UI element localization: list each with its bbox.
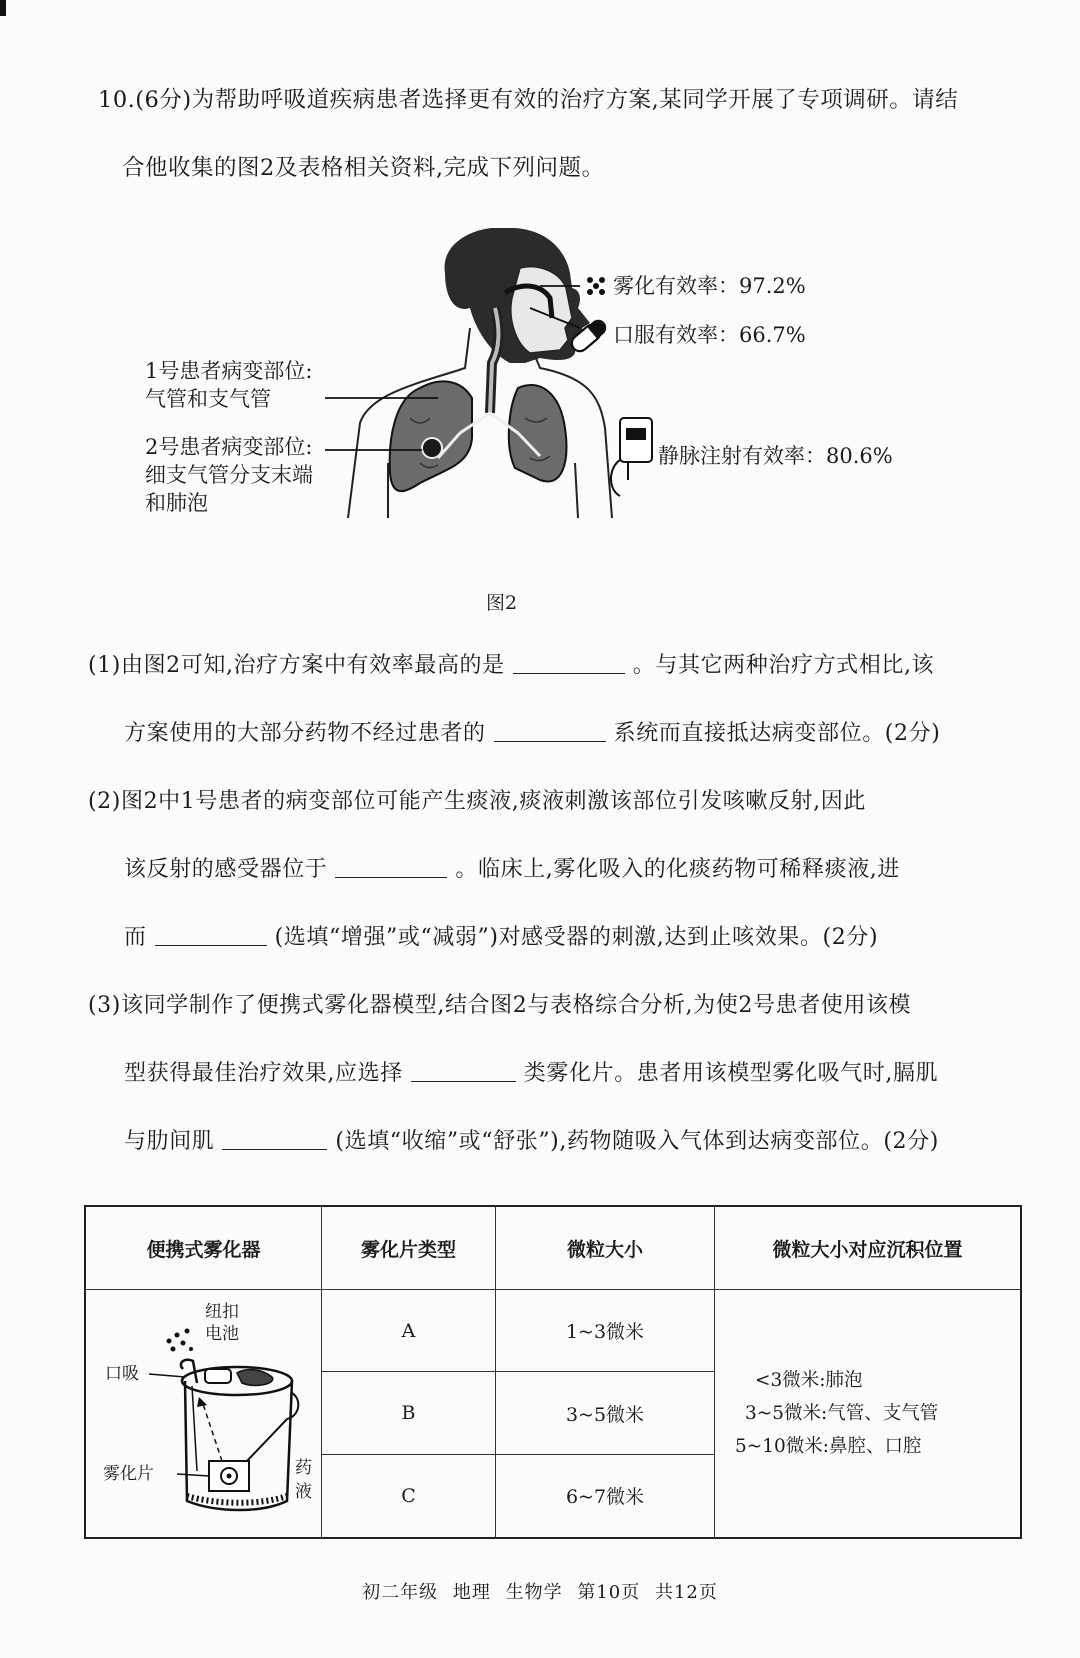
mist-icon (587, 277, 605, 295)
question-stem-line2: 合他收集的图2及表格相关资料,完成下列问题。 (122, 155, 605, 181)
q3-line3 (124, 1124, 939, 1155)
deposition-line: 5~10微米:鼻腔、口腔 (735, 1436, 922, 1457)
patient2-label-line1: 2号患者病变部位: (145, 435, 313, 459)
footer-page: 第10页 (577, 1582, 641, 1603)
q2-line1: (2)图2中1号患者的病变部位可能产生痰液,痰液刺激该部位引发咳嗽反射,因此 (88, 789, 866, 814)
q2-text-b: 。临床上,雾化吸入的化痰药物可稀释痰液,进 (455, 857, 900, 882)
deposition-line: <3微米:肺泡 (755, 1370, 863, 1391)
iv-bag-icon (611, 418, 652, 496)
mist-icon (167, 1329, 194, 1352)
battery-label-line1: 纽扣 (205, 1302, 239, 1322)
mouth-label: 口吸 (105, 1364, 139, 1384)
table-cell-size: 1~3微米 (496, 1290, 715, 1372)
scan-corner-mark (0, 0, 6, 16)
iv-efficacy-label: 静脉注射有效率：80.6% (658, 444, 893, 468)
table-cell-type: C (322, 1454, 496, 1538)
q2-text-d: (选填“增强”或“减弱”)对感受器的刺激,达到止咳效果。(2分) (274, 925, 879, 950)
table-cell-size: 3~5微米 (496, 1372, 715, 1454)
q3-text-b: 类雾化片。患者用该模型雾化吸气时,膈肌 (523, 1061, 939, 1086)
q2-text-a: 该反射的感受器位于 (124, 857, 328, 882)
table-cell-type: A (322, 1290, 496, 1372)
table-header: 微粒大小对应沉积位置 (715, 1206, 1022, 1290)
table-cell-size: 6~7微米 (496, 1454, 715, 1538)
deposition-line: 3~5微米:气管、支气管 (745, 1403, 939, 1424)
question-stem-line1: 10.(6分)为帮助呼吸道疾病患者选择更有效的治疗方案,某同学开展了专项调研。请结 (98, 87, 959, 113)
q1-line1 (88, 648, 934, 679)
q1-line2 (124, 716, 940, 747)
q3-text-c: 与肋间肌 (124, 1129, 215, 1154)
page-footer (0, 1578, 1080, 1604)
answer-blank-4[interactable] (155, 927, 267, 946)
q2-text-c: 而 (124, 925, 147, 950)
liquid-label-line2: 液 (295, 1482, 312, 1502)
q1-text-a: (1)由图2可知,治疗方案中有效率最高的是 (88, 653, 505, 678)
portable-nebulizer-diagram (87, 1291, 320, 1536)
table-header-row (85, 1206, 1021, 1290)
table-header: 雾化片类型 (322, 1206, 496, 1290)
q1-text-d: 系统而直接抵达病变部位。(2分) (613, 721, 941, 746)
nebulization-efficacy-label: 雾化有效率：97.2% (613, 274, 806, 298)
answer-blank-3[interactable] (335, 859, 447, 878)
q2-line2 (124, 852, 900, 883)
device-cell (85, 1290, 322, 1539)
oral-efficacy-label: 口服有效率：66.7% (613, 323, 806, 347)
footer-subject2: 生物学 (505, 1582, 563, 1603)
footer-total: 共12页 (654, 1582, 718, 1603)
patient2-label-line2: 细支气管分支末端 (145, 463, 313, 487)
figure-caption: 图2 (486, 592, 518, 614)
table-cell-type: B (322, 1372, 496, 1454)
q3-text-d: (选填“收缩”或“舒张”),药物随吸入气体到达病变部位。(2分) (335, 1129, 939, 1154)
answer-blank-2[interactable] (494, 723, 606, 742)
patient1-label-line1: 1号患者病变部位: (145, 359, 313, 383)
q3-line1: (3)该同学制作了便携式雾化器模型,结合图2与表格综合分析,为使2号患者使用该模 (88, 993, 912, 1018)
q1-text-c: 方案使用的大部分药物不经过患者的 (124, 721, 486, 746)
answer-blank-6[interactable] (222, 1131, 327, 1150)
table-header: 便携式雾化器 (85, 1206, 322, 1290)
figure-2 (120, 228, 980, 558)
q3-text-a: 型获得最佳治疗效果,应选择 (124, 1061, 403, 1086)
q1-text-b: 。与其它两种治疗方式相比,该 (632, 653, 935, 678)
battery-label-line2: 电池 (205, 1324, 239, 1344)
deposition-cell (715, 1290, 1022, 1539)
footer-subject1: 地理 (452, 1582, 491, 1603)
patient2-label-line3: 和肺泡 (145, 491, 208, 515)
footer-grade: 初二年级 (362, 1582, 439, 1603)
nebulizer-illustration (87, 1291, 320, 1536)
q2-line3 (124, 920, 878, 951)
plate-label: 雾化片 (103, 1464, 154, 1484)
liquid-label-line1: 药 (295, 1458, 312, 1478)
table-header: 微粒大小 (496, 1206, 715, 1290)
nebulizer-table (84, 1205, 1022, 1539)
answer-blank-1[interactable] (513, 655, 625, 674)
answer-blank-5[interactable] (411, 1063, 516, 1082)
patient1-label-line2: 气管和支气管 (145, 387, 271, 411)
table-row (85, 1290, 1021, 1372)
q3-line2 (124, 1056, 938, 1087)
